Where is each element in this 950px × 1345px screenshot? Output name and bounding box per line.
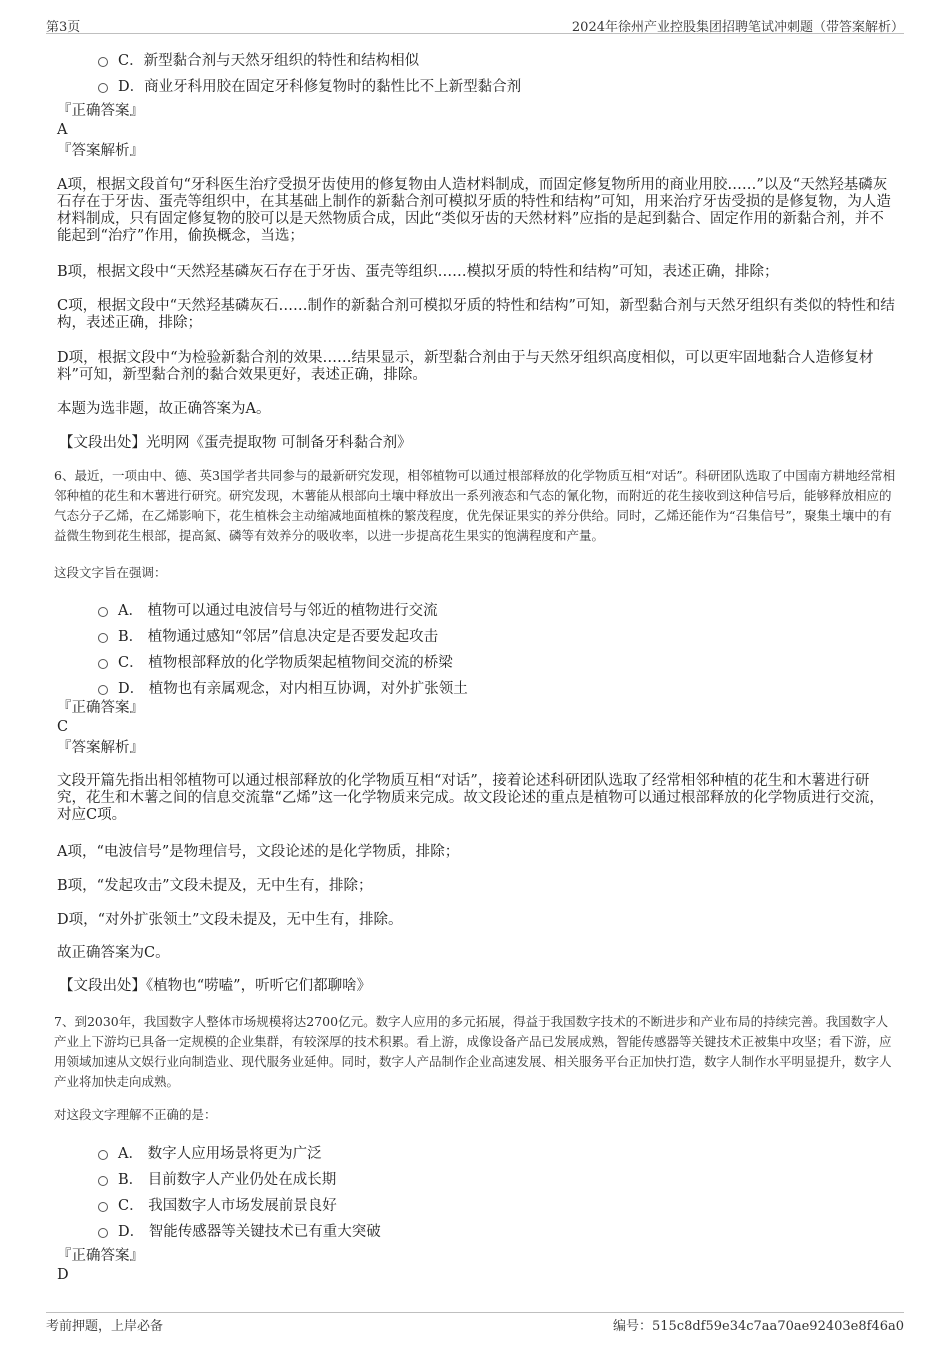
footer-slogan: 考前押题，上岸必备: [46, 1319, 164, 1334]
q7-answer-label: 『正确答案』: [57, 1248, 144, 1264]
q5-analysis-b: B项，根据文段中“天然羟基磷灰石存在于牙齿、蛋壳等组织……模拟牙质的特性和结构”可知，表述正确，排除；: [57, 264, 779, 280]
radio-icon[interactable]: [98, 685, 108, 695]
q6-conclusion: 故正确答案为C。: [57, 945, 170, 961]
radio-icon[interactable]: [98, 607, 108, 617]
q5-answer: A: [57, 122, 68, 138]
q6-answer-label: 『正确答案』: [57, 700, 144, 716]
q6-answer: C: [57, 719, 69, 735]
q5-source: 【文段出处】光明网《蛋壳提取物 可制备牙科黏合剂》: [59, 435, 412, 451]
document-code: 编号：515c8df59e34c7aa70ae92403e8f46a0: [612, 1319, 904, 1334]
q7-option-a[interactable]: A． 数字人应用场景将更为广泛: [98, 1142, 322, 1163]
q6-analysis-label: 『答案解析』: [57, 740, 144, 756]
q7-option-b[interactable]: B． 目前数字人产业仍处在成长期: [98, 1168, 336, 1189]
radio-icon[interactable]: [98, 659, 108, 669]
document-title: 2024年徐州产业控股集团招聘笔试冲刺题（带答案解析）: [571, 20, 904, 35]
q6-stem: 6、最近，一项由中、德、英3国学者共同参与的最新研究发现，相邻植物可以通过根部释放的化学物质互相“对话”。科研团队选取了中国南方耕地经常相邻种植的花生和木薯进行研究。研究发现，木薯能从根部向土壤中释放出一系列液态和气态的氰化物，而附近的花生接收到这种信号后，能够释放相应的气态分子乙烯，在乙烯影响下，花生植株会主动缩减地面植株的繁茂程度，优先保证果实的养分供给。同时，乙烯还能作为“召集信号”，聚集土壤中的有益微生物到花生根部，提高氮、磷等有效养分的吸收率，以进一步提高花生果实的饱满程度和产量。: [54, 468, 896, 543]
q5-answer-label: 『正确答案』: [57, 103, 144, 119]
q7-prompt: 对这段文字理解不正确的是：: [54, 1107, 217, 1122]
q7-option-d[interactable]: D． 智能传感器等关键技术已有重大突破: [98, 1220, 381, 1241]
q6-analysis-d: D项，“对外扩张领土”文段未提及，无中生有，排除。: [57, 912, 403, 928]
q5-option-d[interactable]: D．商业牙科用胶在固定牙科修复物时的黏性比不上新型黏合剂: [98, 75, 521, 96]
page-footer: [46, 1315, 904, 1334]
q5-analysis-d: D项，根据文段中“为检验新黏合剂的效果……结果显示，新型黏合剂由于与天然牙组织高度相似，可以更牢固地黏合人造修复材料”可知，新型黏合剂的黏合效果更好，表述正确，排除。: [57, 350, 874, 383]
radio-icon[interactable]: [98, 1228, 108, 1238]
q5-analysis-label: 『答案解析』: [57, 143, 144, 159]
q5-conclusion: 本题为选非题，故正确答案为A。: [57, 401, 271, 417]
q5-analysis-a: A项，根据文段首句“牙科医生治疗受损牙齿使用的修复物由人造材料制成，而固定修复物所用的商业用胶……”以及“天然羟基磷灰石存在于牙齿、蛋壳等组织中，在其基础上制作的新黏合剂可模拟牙质的特性和结构”可知，用来治疗牙齿受损的是修复物，为人造材料制成，只有固定修复物的胶可以是天然物质合成，因此“类似牙齿的天然材料”应指的是起到黏合、固定作用的新黏合剂，并不能起到“治疗”作用，偷换概念，当选；: [57, 177, 891, 244]
q7-stem: 7、到2030年，我国数字人整体市场规模将达2700亿元。数字人应用的多元拓展，得益于我国数字技术的不断进步和产业布局的持续完善。我国数字人产业上下游均已具备一定规模的企业集群，有较深厚的技术积累。看上游，成像设备产品已发展成熟，智能传感器等关键技术正被集中攻坚；看下游，应用领域加速从文娱行业向制造业、现代服务业延伸。同时，数字人产品制作企业高速发展、相关服务平台正加快打造，数字人制作水平明显提升，数字人产业将加快走向成熟。: [54, 1014, 892, 1089]
q6-option-a[interactable]: A． 植物可以通过电波信号与邻近的植物进行交流: [98, 599, 438, 620]
page-header: [46, 16, 904, 35]
q6-source: 【文段出处】《植物也“唠嗑”，听听它们都聊啥》: [59, 978, 372, 994]
q6-analysis-a: A项，“电波信号”是物理信号，文段论述的是化学物质，排除；: [57, 844, 460, 860]
q6-option-d[interactable]: D． 植物也有亲属观念，对内相互协调，对外扩张领土: [98, 677, 468, 698]
radio-icon[interactable]: [98, 1202, 108, 1212]
q5-option-c[interactable]: C．新型黏合剂与天然牙组织的特性和结构相似: [98, 49, 419, 70]
q6-prompt: 这段文字旨在强调：: [54, 565, 167, 580]
radio-icon[interactable]: [98, 57, 108, 67]
radio-icon[interactable]: [98, 1176, 108, 1186]
radio-icon[interactable]: [98, 83, 108, 93]
q6-option-c[interactable]: C． 植物根部释放的化学物质架起植物间交流的桥梁: [98, 651, 453, 672]
q6-analysis-main: 文段开篇先指出相邻植物可以通过根部释放的化学物质互相“对话”，接着论述科研团队选取了经常相邻种植的花生和木薯进行研究，花生和木薯之间的信息交流靠“乙烯”这一化学物质来完成。故文段论述的重点是植物可以通过根部释放的化学物质进行交流，对应C项。: [57, 773, 884, 823]
q6-analysis-b: B项，“发起攻击”文段未提及，无中生有，排除；: [57, 878, 373, 894]
header-divider: [46, 33, 904, 34]
q5-analysis-c: C项，根据文段中“天然羟基磷灰石……制作的新黏合剂可模拟牙质的特性和结构”可知，新型黏合剂与天然牙组织有类似的特性和结构，表述正确，排除；: [57, 298, 895, 331]
q7-answer: D: [57, 1267, 69, 1283]
footer-divider: [46, 1312, 904, 1313]
q6-option-b[interactable]: B． 植物通过感知“邻居”信息决定是否要发起攻击: [98, 625, 438, 646]
radio-icon[interactable]: [98, 633, 108, 643]
radio-icon[interactable]: [98, 1150, 108, 1160]
page-number: 第3页: [46, 20, 81, 35]
q7-option-c[interactable]: C． 我国数字人市场发展前景良好: [98, 1194, 337, 1215]
